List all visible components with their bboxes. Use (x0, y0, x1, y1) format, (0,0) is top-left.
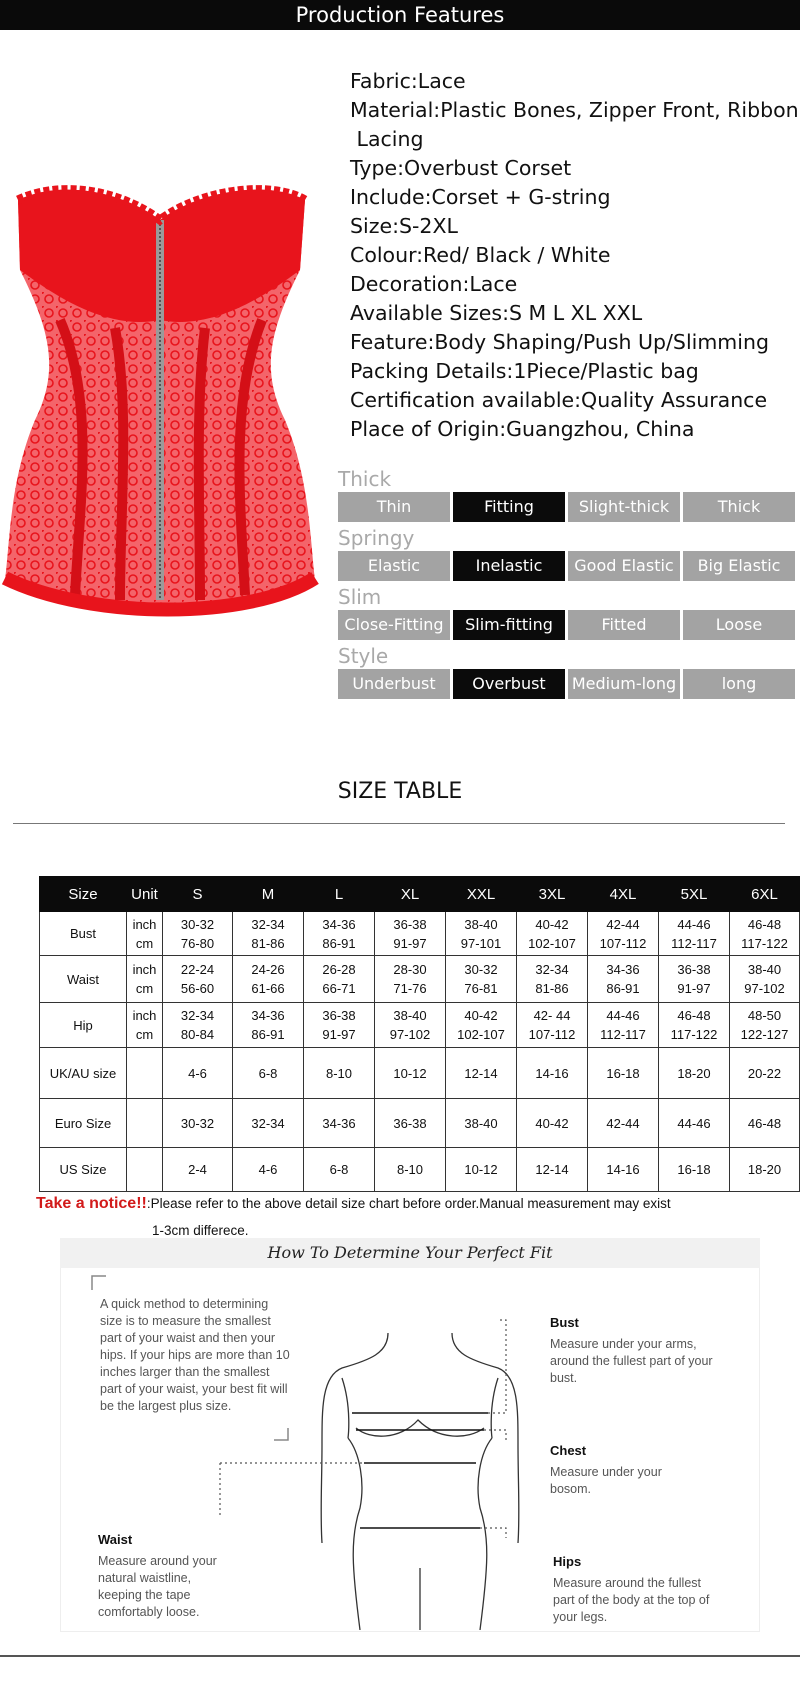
bust-note-title: Bust (550, 1315, 579, 1330)
header-cell: Size (40, 877, 127, 912)
attr-option: Fitted (568, 610, 680, 640)
spec-certification: Certification available:Quality Assurance (350, 388, 768, 412)
spec-material-cont: Lacing (350, 127, 424, 151)
row-label: Bust (40, 912, 127, 956)
table-cell: 46-48 117-122 (730, 912, 800, 956)
table-cell: 40-42 102-107 (446, 1003, 517, 1048)
header-cell: 3XL (517, 877, 588, 912)
table-cell: 48-50 122-127 (730, 1003, 800, 1048)
corset-product-image (0, 180, 320, 640)
size-table (39, 876, 800, 1192)
attr-title: Slim (338, 585, 382, 609)
table-cell: 36-38 (375, 1099, 446, 1148)
table-cell: 32-34 80-84 (163, 1003, 233, 1048)
attr-option-selected: Overbust (453, 669, 565, 699)
table-cell: 38-40 (446, 1099, 517, 1148)
table-cell: 40-42 (517, 1099, 588, 1148)
row-label: US Size (40, 1148, 127, 1192)
notice-text-cont: 1-3cm differece. (152, 1223, 249, 1238)
header-cell: 6XL (730, 877, 800, 912)
table-row (40, 1048, 800, 1099)
hips-note (553, 1553, 723, 1626)
attr-option-selected: Slim-fitting (453, 610, 565, 640)
attr-style (338, 643, 795, 699)
attr-option: Close-Fitting (338, 610, 450, 640)
table-cell: 44-46 (659, 1099, 730, 1148)
header-cell: L (304, 877, 375, 912)
table-cell: 14-16 (588, 1148, 659, 1192)
unit-cell: inch cm (127, 1003, 163, 1048)
notice-label: Take a notice!! (36, 1195, 147, 1212)
attr-option: Good Elastic (568, 551, 680, 581)
table-cell: 46-48 (730, 1099, 800, 1148)
table-cell: 8-10 (375, 1148, 446, 1192)
table-cell: 24-26 61-66 (233, 956, 304, 1003)
attr-option: Elastic (338, 551, 450, 581)
section-header: Production Features (0, 0, 800, 30)
attr-springy (338, 525, 795, 581)
chest-note-title: Chest (550, 1443, 587, 1458)
waist-note (98, 1531, 238, 1621)
header-cell: 4XL (588, 877, 659, 912)
table-cell: 40-42 102-107 (517, 912, 588, 956)
attr-title: Thick (338, 467, 392, 491)
header-cell: S (163, 877, 233, 912)
table-cell: 38-40 97-101 (446, 912, 517, 956)
spec-feature: Feature:Body Shaping/Push Up/Slimming (350, 330, 769, 354)
header-cell: M (233, 877, 304, 912)
divider (13, 823, 785, 824)
attr-thick (338, 466, 795, 522)
spec-include: Include:Corset + G-string (350, 185, 611, 209)
bottom-divider (0, 1655, 800, 1657)
unit-cell: inch cm (127, 956, 163, 1003)
table-cell: 34-36 86-91 (304, 912, 375, 956)
table-cell: 6-8 (233, 1048, 304, 1099)
spec-available-sizes: Available Sizes:S M L XL XXL (350, 301, 643, 325)
attr-option-selected: Fitting (453, 492, 565, 522)
table-cell: 46-48 117-122 (659, 1003, 730, 1048)
spec-material: Material:Plastic Bones, Zipper Front, Ribbon (350, 98, 799, 122)
table-cell: 18-20 (730, 1148, 800, 1192)
spec-size: Size:S-2XL (350, 214, 458, 238)
attr-slim (338, 584, 795, 640)
row-label: Hip (40, 1003, 127, 1048)
notice-text: :Please refer to the above detail size chart before order.Manual measurement may exist (146, 1196, 671, 1211)
table-cell: 4-6 (233, 1148, 304, 1192)
attr-option: Medium-long (568, 669, 680, 699)
table-cell: 36-38 91-97 (659, 956, 730, 1003)
table-cell: 10-12 (446, 1148, 517, 1192)
unit-cell (127, 1048, 163, 1099)
table-cell: 38-40 97-102 (730, 956, 800, 1003)
table-cell: 16-18 (588, 1048, 659, 1099)
notice (36, 1195, 671, 1213)
attr-option: Loose (683, 610, 795, 640)
table-cell: 32-34 (233, 1099, 304, 1148)
unit-cell (127, 1099, 163, 1148)
table-cell: 44-46 112-117 (588, 1003, 659, 1048)
row-label: UK/AU size (40, 1048, 127, 1099)
table-cell: 30-32 76-81 (446, 956, 517, 1003)
table-row (40, 1099, 800, 1148)
spec-decoration: Decoration:Lace (350, 272, 518, 296)
waist-note-title: Waist (98, 1532, 133, 1547)
table-cell: 12-14 (517, 1148, 588, 1192)
bust-note-text: Measure under your arms, around the fullest part of your bust. (550, 1337, 713, 1385)
table-row (40, 912, 800, 956)
table-cell: 42-44 (588, 1099, 659, 1148)
table-cell: 30-32 (163, 1099, 233, 1148)
attr-option: Underbust (338, 669, 450, 699)
table-cell: 4-6 (163, 1048, 233, 1099)
spec-origin: Place of Origin:Guangzhou, China (350, 417, 695, 441)
table-cell: 18-20 (659, 1048, 730, 1099)
fit-quick-tip: A quick method to determining size is to measure the smallest part of your waist and then your hips. If your hips are more than 10 inches larger than the smallest part of your waist, your best fit will be the largest plus size. (100, 1297, 290, 1413)
table-cell: 20-22 (730, 1048, 800, 1099)
table-row (40, 956, 800, 1003)
chest-note-text: Measure under your bosom. (550, 1465, 662, 1496)
attr-option: Big Elastic (683, 551, 795, 581)
table-cell: 14-16 (517, 1048, 588, 1099)
table-cell: 32-34 81-86 (517, 956, 588, 1003)
table-cell: 34-36 86-91 (233, 1003, 304, 1048)
spec-fabric: Fabric:Lace (350, 69, 466, 93)
table-cell: 26-28 66-71 (304, 956, 375, 1003)
table-row (40, 1003, 800, 1048)
table-cell: 28-30 71-76 (375, 956, 446, 1003)
header-cell: XL (375, 877, 446, 912)
table-cell: 30-32 76-80 (163, 912, 233, 956)
table-cell: 22-24 56-60 (163, 956, 233, 1003)
table-cell: 36-38 91-97 (375, 912, 446, 956)
header-cell: XXL (446, 877, 517, 912)
table-cell: 2-4 (163, 1148, 233, 1192)
table-cell: 34-36 (304, 1099, 375, 1148)
table-cell: 8-10 (304, 1048, 375, 1099)
header-cell: Unit (127, 877, 163, 912)
size-table-title: SIZE TABLE (337, 779, 463, 804)
row-label: Euro Size (40, 1099, 127, 1148)
table-cell: 32-34 81-86 (233, 912, 304, 956)
waist-note-text: Measure around your natural waistline, keeping the tape comfortably loose. (98, 1554, 217, 1619)
table-cell: 42- 44 107-112 (517, 1003, 588, 1048)
table-cell: 6-8 (304, 1148, 375, 1192)
table-cell: 16-18 (659, 1148, 730, 1192)
row-label: Waist (40, 956, 127, 1003)
spec-colour: Colour:Red/ Black / White (350, 243, 611, 267)
hips-note-title: Hips (553, 1554, 582, 1569)
spec-packing: Packing Details:1Piece/Plastic bag (350, 359, 699, 383)
attr-option: Thick (683, 492, 795, 522)
size-table-header (40, 877, 800, 912)
attr-option: Thin (338, 492, 450, 522)
attr-option: Slight-thick (568, 492, 680, 522)
table-cell: 36-38 91-97 (304, 1003, 375, 1048)
fit-guide-title: How To Determine Your Perfect Fit (60, 1238, 760, 1268)
unit-cell (127, 1148, 163, 1192)
table-cell: 34-36 86-91 (588, 956, 659, 1003)
header-cell: 5XL (659, 877, 730, 912)
attr-option-selected: Inelastic (453, 551, 565, 581)
hips-note-text: Measure around the fullest part of the body at the top of your legs. (553, 1576, 710, 1624)
chest-note (550, 1442, 700, 1498)
attr-title: Springy (338, 526, 415, 550)
attr-title: Style (338, 644, 389, 668)
table-cell: 12-14 (446, 1048, 517, 1099)
spec-list (350, 67, 800, 444)
table-cell: 38-40 97-102 (375, 1003, 446, 1048)
table-cell: 42-44 107-112 (588, 912, 659, 956)
attr-option: long (683, 669, 795, 699)
spec-type: Type:Overbust Corset (350, 156, 572, 180)
table-cell: 10-12 (375, 1048, 446, 1099)
table-row (40, 1148, 800, 1192)
table-cell: 44-46 112-117 (659, 912, 730, 956)
unit-cell: inch cm (127, 912, 163, 956)
bust-note (550, 1314, 720, 1387)
